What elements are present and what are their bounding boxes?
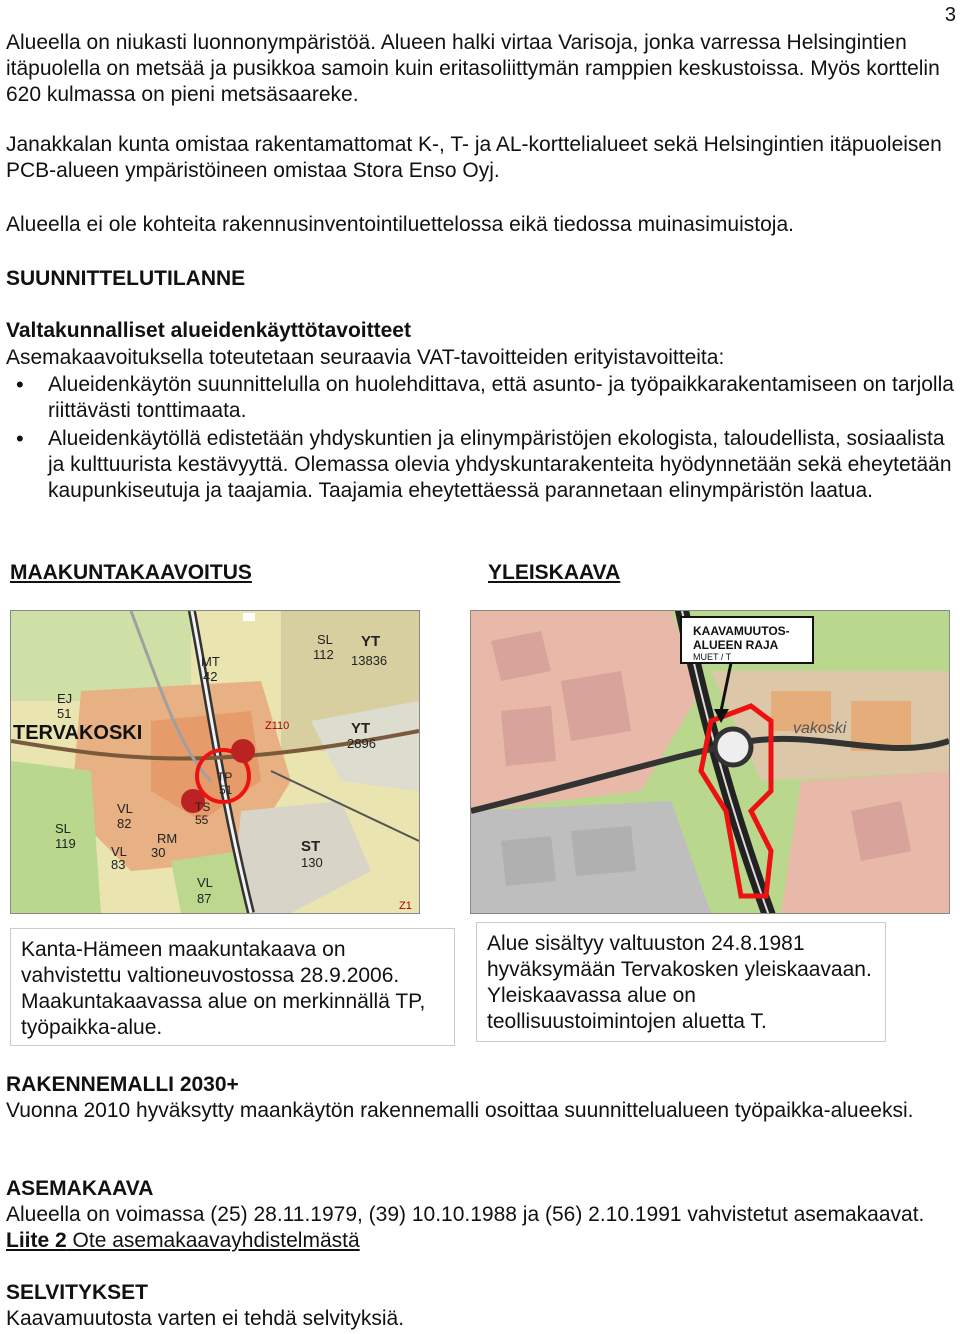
intro-paragraph-3: Alueella ei ole kohteita rakennusinventointiluettelossa eikä tiedossa muinasimuistoja. bbox=[6, 213, 794, 236]
map-label-yt-num: 13836 bbox=[351, 653, 388, 668]
map-label-yt2-num: 2896 bbox=[347, 736, 376, 751]
map-label-rm: RM bbox=[157, 831, 178, 846]
page-number: 3 bbox=[944, 4, 956, 26]
map-label-mt: MT bbox=[201, 654, 220, 669]
rakennemalli-text: Vuonna 2010 hyväksytty maankäytön rakennemalli osoittaa suunnittelualueen työpaikka-alueeksi. bbox=[6, 1099, 914, 1122]
liite-2-link-rest[interactable]: Ote asemakaavayhdistelmästä bbox=[66, 1229, 360, 1252]
vat-subheading: Valtakunnalliset alueidenkäyttötavoitteet bbox=[6, 319, 411, 342]
asemakaava-body: Alueella on voimassa (25) 28.11.1979, (39) 10.10.1988 ja (56) 2.10.1991 vahvistetut asemakaavat. bbox=[6, 1203, 925, 1226]
map-label-st: ST bbox=[301, 838, 321, 855]
map-label-tp: TP bbox=[217, 770, 233, 784]
map-label-sl119-num: 119 bbox=[55, 836, 76, 851]
yleiskaava-heading: YLEISKAAVA bbox=[488, 561, 621, 584]
maakunta-map bbox=[10, 610, 420, 914]
map-label-ej: EJ bbox=[57, 691, 73, 706]
bullet-item-1 bbox=[6, 372, 954, 426]
map-label-ts: TS bbox=[195, 800, 211, 814]
map-place-label: vakoski bbox=[793, 720, 847, 737]
map-label-yt: YT bbox=[361, 633, 381, 650]
legend-small: MUET / T bbox=[693, 652, 732, 662]
bullet-icon: • bbox=[16, 426, 24, 451]
legend-line-1: KAAVAMUUTOS- bbox=[693, 624, 790, 638]
yleiskaava-map-image bbox=[471, 611, 949, 913]
map-label-z1: Z1 bbox=[399, 900, 412, 912]
map-label-town: TERVAKOSKI bbox=[13, 722, 143, 744]
map-label-vl82: VL bbox=[117, 801, 133, 816]
map-label-sl: SL bbox=[317, 632, 333, 647]
selvitykset-heading: SELVITYKSET bbox=[6, 1281, 148, 1304]
map-label-ts-num: 55 bbox=[195, 813, 209, 827]
bullet-text-2: Alueidenkäytöllä edistetään yhdyskuntien ja elinympäristöjen ekologista, taloudellista, sosiaalista ja kulttuurista kestävyyttä. Olemassa olevia yhdyskuntarakenteita hyödynnetään sekä eheytetään kaupunkiseutuja ja taajamia. Taajamia eheytettäessä parannetaan elinympäristön laatua. bbox=[48, 427, 952, 502]
maakunta-caption-text: Kanta-Hämeen maakuntakaava on vahvistettu valtioneuvostossa 28.9.2006. Maakuntakaavassa alue on merkinnällä TP, työpaikka-alue. bbox=[21, 938, 426, 1039]
map-label-z110: Z110 bbox=[265, 720, 290, 732]
map-label-st-num: 130 bbox=[301, 855, 323, 870]
planning-heading: SUUNNITTELUTILANNE bbox=[6, 267, 246, 290]
map-label-vl87-num: 87 bbox=[197, 891, 212, 906]
selvitykset-text: Kaavamuutosta varten ei tehdä selvityksiä. bbox=[6, 1307, 405, 1330]
map-label-vl82-num: 82 bbox=[117, 816, 132, 831]
map-label-sl-num: 112 bbox=[313, 647, 334, 662]
bullet-icon: • bbox=[16, 372, 24, 397]
map-label-vl87: VL bbox=[197, 875, 213, 890]
yleiskaava-caption bbox=[476, 922, 886, 1042]
legend-line-2: ALUEEN RAJA bbox=[693, 638, 779, 652]
intro-paragraph-1: Alueella on niukasti luonnonympäristöä. Alueen halki virtaa Varisoja, jonka varressa Helsingintien itäpuolella on metsää ja pusikkoa samoin kuin eritasoliittymän ramppien keskustoissa. Myös korttelin 620 kulmassa on pieni metsäsaareke. bbox=[6, 31, 940, 106]
yleiskaava-map bbox=[470, 610, 950, 914]
yleiskaava-caption-text: Alue sisältyy valtuuston 24.8.1981 hyväksymään Tervakosken yleiskaavaan. Yleiskaavassa alue on teollisuustoimintojen aluetta T. bbox=[487, 932, 872, 1033]
liite-2-link[interactable]: Liite 2 bbox=[6, 1229, 67, 1252]
bullet-item-2 bbox=[6, 426, 950, 534]
rakennemalli-heading: RAKENNEMALLI 2030+ bbox=[6, 1073, 239, 1096]
map-label-yt2: YT bbox=[351, 720, 371, 737]
intro-paragraph-2: Janakkalan kunta omistaa rakentamattomat K-, T- ja AL-korttelialueet sekä Helsingintien itäpuoleisen PCB-alueen ympäristöineen omistaa Stora Enso Oyj. bbox=[6, 133, 942, 182]
map-label-vl83: VL bbox=[111, 844, 127, 859]
bullet-text-1: Alueidenkäytön suunnittelulla on huolehdittava, että asunto- ja työpaikkarakentamiseen on tarjolla riittävästi tonttimaata. bbox=[48, 373, 954, 422]
map-label-rm-num: 30 bbox=[151, 845, 166, 860]
maakunta-caption bbox=[10, 928, 455, 1046]
asemakaava-heading: ASEMAKAAVA bbox=[6, 1177, 154, 1200]
map-label-vl83-num: 83 bbox=[111, 857, 126, 872]
map-label-tp-num: 51 bbox=[219, 783, 233, 797]
vat-lead: Asemakaavoituksella toteutetaan seuraavia VAT-tavoitteiden erityistavoitteita: bbox=[6, 346, 725, 369]
map-label-sl119: SL bbox=[55, 821, 71, 836]
map-label-ej-num: 51 bbox=[57, 706, 72, 721]
maakunta-map-image bbox=[11, 611, 419, 913]
asemakaava-text bbox=[6, 1202, 950, 1254]
maakunta-heading: MAAKUNTAKAAVOITUS bbox=[10, 561, 252, 584]
map-label-mt-num: 42 bbox=[203, 669, 218, 684]
